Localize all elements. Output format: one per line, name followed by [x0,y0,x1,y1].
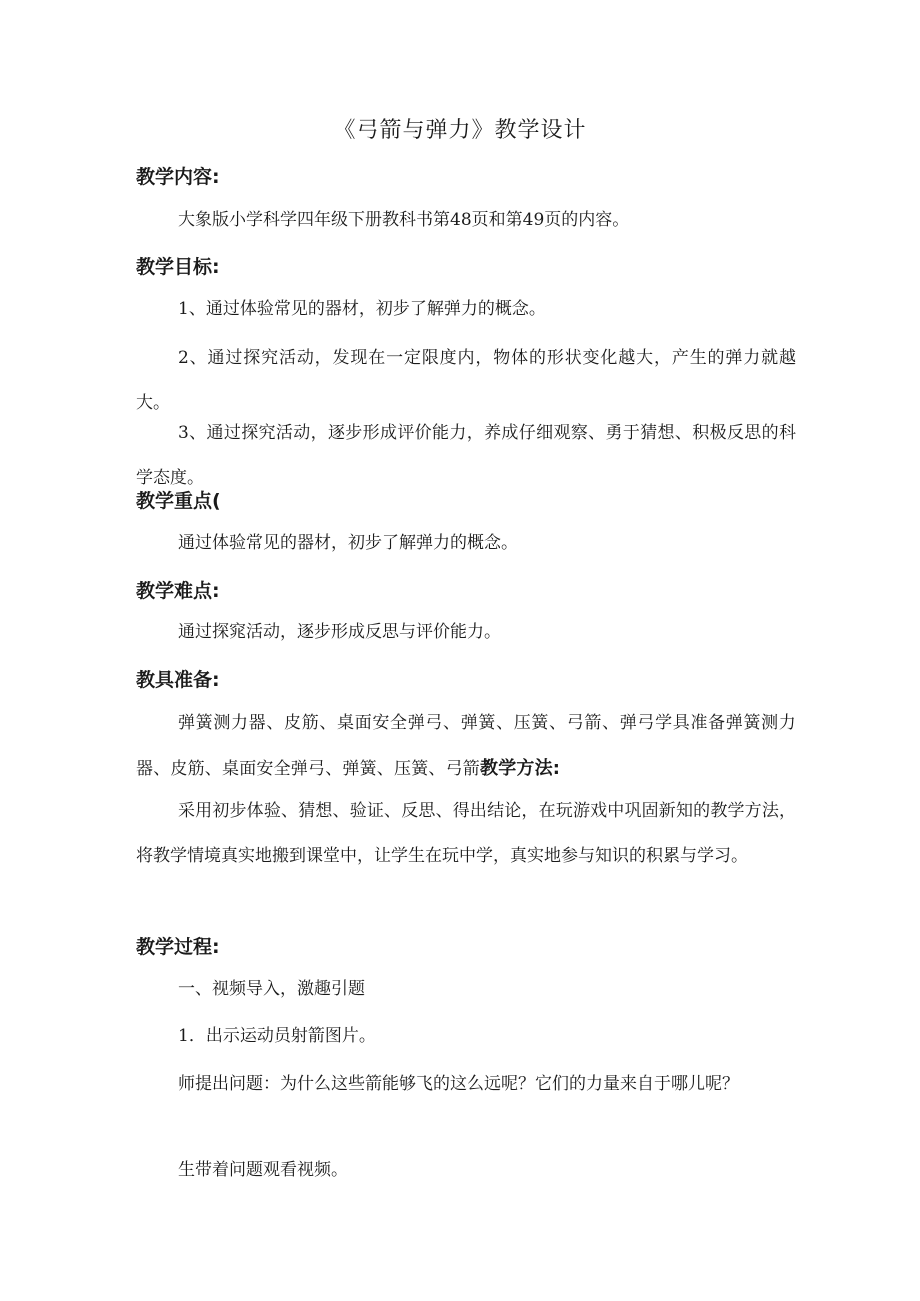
key-point-text: 通过体验常见的器材，初步了解弹力的概念。 [178,533,518,553]
heading-teaching-goals: 教学目标: [136,256,220,278]
tools-text: 弹簧测力器、皮筋、桌面安全弹弓、弹簧、压簧、弓箭、弹弓学具准备弹簧测力器、皮筋、桌面安全弹弓、弹簧、压簧、弓箭 [136,713,796,779]
method-text: 采用初步体验、猜想、验证、反思、得出结论，在玩游戏中巩固新知的教学方法，将教学情境真实地搬到课堂中，让学生在玩中学，真实地参与知识的积累与学习。 [136,801,796,866]
goal-item-2: 2、通过探究活动，发现在一定限度内，物体的形状变化越大，产生的弹力就越大。 [136,348,796,413]
teacher-question: 师提出问题：为什么这些箭能够飞的这么远呢？它们的力量来自于哪儿呢？ [178,1074,739,1094]
student-action: 生带着问题观看视频。 [178,1160,348,1180]
heading-teaching-content: 教学内容: [136,166,220,188]
heading-teaching-process: 教学过程: [136,936,220,958]
process-step-1: 一、视频导入，激趣引题 [178,979,365,999]
difficulty-text: 通过探窕活动，逐步形成反思与评价能力。 [178,622,501,642]
document-title: 《弓箭与弹力》教学设计 [333,118,587,143]
heading-teaching-tools: 教具准备: [136,669,220,691]
tools-text-block [136,701,796,792]
heading-teaching-key-point: 教学重点( [136,490,221,512]
heading-teaching-difficulty: 教学难点: [136,580,220,602]
process-step-1-1: 1．出示运动员射箭图片。 [178,1026,376,1046]
goal-item-1: 1、通过体验常见的器材，初步了解弹力的概念。 [178,299,546,319]
heading-teaching-method: 教学方法: [480,758,561,779]
goal-item-3: 3、通过探究活动，逐步形成评价能力，养成仔细观察、勇于猜想、积极反思的科学态度。 [136,423,796,488]
teaching-content-text: 大象版小学科学四年级下册教科书第48页和第49页的内容。 [178,210,630,230]
